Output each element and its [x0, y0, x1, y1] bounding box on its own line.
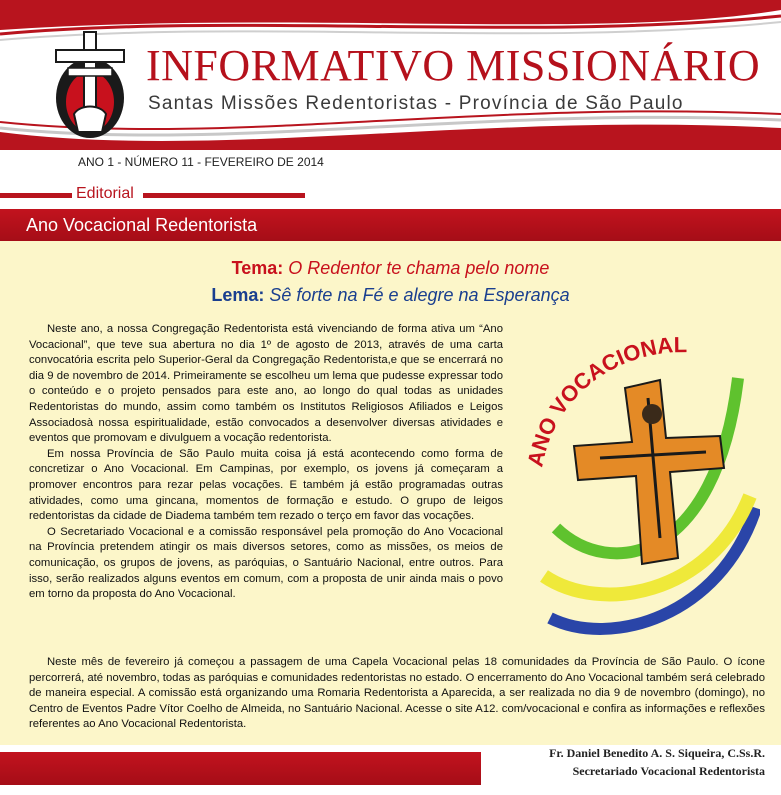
article-body-top — [29, 322, 503, 603]
section-label: Editorial — [76, 185, 134, 202]
illustration-caption: ANO VOCACIONAL — [522, 332, 688, 469]
tema-line — [0, 258, 781, 279]
paragraph-1: Neste ano, a nossa Congregação Redentorista está vivenciando de forma ativa um “Ano Vocacional”, que teve sua abertura no dia 1º de agosto de 2013, através de uma carta convocatória escrita pelo Superior-Geral da Congregação Redentorista,e que se encerrará no dia 9 de novembro de 2014. Primeiramente se escolheu um lema que pudesse expressar todo o conteúdo e o projeto pensados para este ano, ao longo do qual todas as unidades Redentoristas do mundo, assim como também os Institutos Religiosos Afiliados e Leigos Associadosà nossa espiritualidade, estão convocados a desenvolver diversas atividades e eventos que promovam e divulguem a vocação redentorista. — [29, 323, 503, 445]
lema-keyword: Lema: — [211, 285, 265, 305]
article-banner — [0, 209, 781, 241]
issue-info: ANO 1 - NÚMERO 11 - FEVEREIRO DE 2014 — [78, 155, 324, 169]
ano-vocacional-illustration — [520, 318, 760, 638]
article-body-bottom — [29, 655, 765, 733]
signature-name: Fr. Daniel Benedito A. S. Siqueira, C.Ss.R. — [549, 746, 765, 760]
lema-line — [0, 285, 781, 306]
section-bar-left — [0, 193, 72, 198]
article-title: Ano Vocacional Redentorista — [26, 215, 258, 235]
signature-role: Secretariado Vocacional Redentorista — [572, 764, 765, 778]
paragraph-4: Neste mês de fevereiro já começou a passagem de uma Capela Vocacional pelas 18 comunidades da Província de São Paulo. O ícone percorrerá, até novembro, todas as paróquias e comunidades redentoristas no estado. O encerramento do Ano Vocacional também será celebrado de maneira especial. A comissão está organizando uma Romaria Redentorista a Aparecida, a ser realizada no dia 9 de novembro (domingo), no Centro de Eventos Padre Vítor Coelho de Almeida, no Santuário Nacional. Acesse o site A12. com/vocacional e confira as informações e reflexões referentes ao Ano Vocacional Redentorista. — [29, 656, 765, 731]
section-label-row — [0, 183, 781, 207]
tema-text: O Redentor te chama pelo nome — [283, 258, 550, 278]
footer-bar — [0, 752, 481, 785]
paragraph-2: Em nossa Província de São Paulo muita coisa já está acontecendo como forma de concretizar o Ano Vocacional. Em Campinas, por exemplo, os jovens já começaram a promover encontros para rezar pelas vocações. E também já estão programadas outras atividades, como uma gincana, momentos de formação e estudo. O grupo de leigos redentoristas da cidade de Diadema também tem rezado o terço em favor das vocações. — [29, 447, 503, 523]
publication-title: INFORMATIVO MISSIONÁRIO — [146, 41, 761, 90]
paragraph-3: O Secretariado Vocacional e a comissão responsável pela promoção do Ano Vocacional na Província pretendem atingir os mais diversos setores, como as missões, os meios de comunicação, os grupos de jovens, as paróquias, o Santuário Nacional, entre outros. Para isso, serão realizados alguns eventos em comum, com a proposta de unir ainda mais o povo em torno da proposta do Ano Vocacional. — [29, 525, 503, 601]
lema-text: Sê forte na Fé e alegre na Esperança — [264, 285, 570, 305]
masthead — [0, 0, 781, 150]
publication-subtitle: Santas Missões Redentoristas - Província de São Paulo — [148, 93, 684, 114]
redemptorist-cross-logo — [44, 28, 136, 143]
section-bar-right — [143, 193, 305, 198]
tema-keyword: Tema: — [231, 258, 284, 278]
